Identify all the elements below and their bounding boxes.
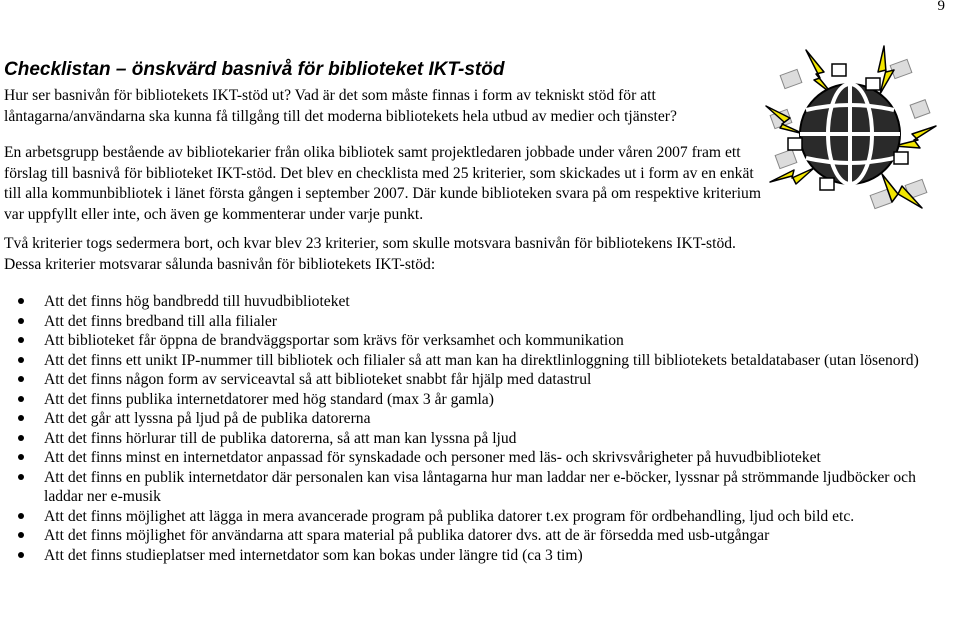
page-number: 9 — [937, 0, 945, 14]
globe-icon — [800, 84, 900, 184]
list-item: Att det finns ett unikt IP-nummer till bibliotek och filialer så att man kan ha direktlinloggning till bibliotekets betaldatabaser (utan lösenord) — [18, 351, 948, 371]
page-title: Checklistan – önskvärd basnivå för biblioteket IKT-stöd — [4, 59, 505, 80]
intro-paragraph: Hur ser basnivån för bibliotekets IKT-stöd ut? Vad är det som måste finnas i form av tekniskt stöd för att låntagarna/användarna ska kunna få tillgång till det moderna bibliotekets hela utbud av medier och tjänster? — [4, 87, 677, 125]
list-item: Att det finns möjlighet för användarna att spara material på publika datorer dvs. att de är försedda med usb-utgångar — [18, 526, 948, 546]
list-item: Att det finns möjlighet att lägga in mera avancerade program på publika datorer t.ex program för ordbehandling, ljud och bild etc. — [18, 507, 948, 527]
list-item: Att biblioteket får öppna de brandväggsportar som krävs för verksamhet och kommunikation — [18, 331, 948, 351]
list-item: Att det går att lyssna på ljud på de publika datorerna — [18, 409, 948, 429]
list-item: Att det finns en publik internetdator där personalen kan visa låntagarna hur man laddar ner e-böcker, lyssnar på strömmande ljudböcker och laddar ner e-musik — [18, 468, 948, 507]
list-item: Att det finns bredband till alla filialer — [18, 312, 948, 332]
list-item: Att det finns hörlurar till de publika datorerna, så att man kan lyssna på ljud — [18, 429, 948, 449]
globe-network-clipart — [762, 42, 940, 220]
workgroup-paragraph: En arbetsgrupp bestående av bibliotekarier från olika bibliotek samt projektledaren jobbade under våren 2007 fram ett förslag till basnivå för biblioteket IKT-stöd. Det blev en checklista med 25 kriterier, som skickades ut i form av en enkät till alla kommunbibliotek i länet första gången i september 2007. Där kunde biblioteken svara på om respektive kriterium var uppfyllt eller inte, och även ge kommenterar under varje punkt. — [4, 144, 761, 223]
criteria-intro-paragraph: Två kriterier togs sedermera bort, och kvar blev 23 kriterier, som skulle motsvara basnivån för bibliotekens IKT-stöd. Dessa kriterier motsvarar sålunda basnivån för bibliotekets IKT-stöd: — [4, 235, 736, 273]
list-item: Att det finns publika internetdatorer med hög standard (max 3 år gamla) — [18, 390, 948, 410]
list-item: Att det finns hög bandbredd till huvudbiblioteket — [18, 292, 948, 312]
criteria-list — [18, 292, 948, 565]
list-item: Att det finns någon form av serviceavtal så att biblioteket snabbt får hjälp med datastrul — [18, 370, 948, 390]
list-item: Att det finns studieplatser med internetdator som kan bokas under längre tid (ca 3 tim) — [18, 546, 948, 566]
list-item: Att det finns minst en internetdator anpassad för synskadade och personer med läs- och skrivsvårigheter på huvudbiblioteket — [18, 448, 948, 468]
